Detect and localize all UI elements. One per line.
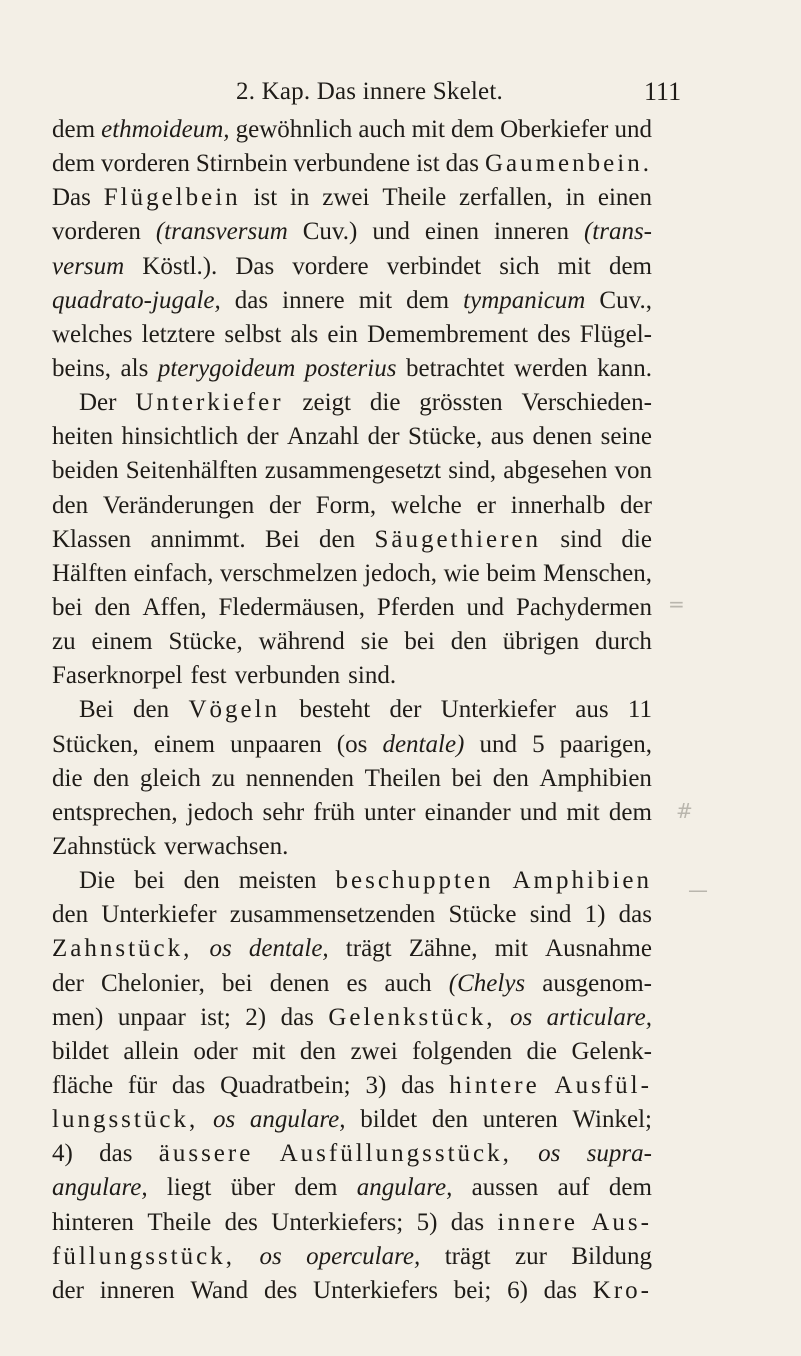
- word: den: [183, 867, 220, 895]
- text-line: [52, 693, 652, 727]
- word: sind: [529, 901, 572, 929]
- word: bildet: [360, 1106, 418, 1134]
- word: hinsichtlich: [121, 423, 239, 451]
- word: das: [280, 1003, 314, 1031]
- word: Köstl.).: [142, 252, 218, 280]
- word: dem: [52, 116, 96, 143]
- word: zusammengesetzt: [264, 457, 442, 485]
- word: zerfallen,: [459, 184, 553, 212]
- word: das: [171, 1071, 206, 1099]
- word: (trans-: [583, 218, 652, 246]
- word: tympanicum: [463, 286, 586, 314]
- word: gleich: [139, 764, 201, 792]
- word: Gelenk-: [571, 1037, 652, 1065]
- word: verbindet: [386, 252, 482, 280]
- word: liegt: [166, 1174, 212, 1202]
- word: Stücken,: [52, 730, 139, 758]
- word: werden: [514, 354, 588, 382]
- word: os: [538, 1140, 561, 1168]
- word: Pachydermen: [515, 593, 652, 621]
- word: supra-: [586, 1140, 652, 1168]
- margin-mark: #: [676, 799, 693, 823]
- word: os: [209, 935, 232, 963]
- word: einander: [424, 798, 511, 826]
- word: Säugethieren: [374, 525, 542, 553]
- text-line: [52, 1035, 652, 1069]
- page-number: 111: [644, 77, 682, 106]
- word: fest: [190, 662, 227, 690]
- word: Unterkiefer: [440, 696, 556, 724]
- word: unteren: [482, 1106, 558, 1134]
- text-line: [52, 864, 652, 898]
- word: denen: [532, 423, 593, 451]
- word: denen: [269, 969, 330, 997]
- word: Pferden: [376, 593, 455, 621]
- word: ist: [253, 184, 278, 212]
- word: aussen: [471, 1174, 539, 1202]
- word: ethmoideum,: [101, 116, 230, 143]
- word: letztere: [141, 320, 216, 348]
- word: Veränderungen: [102, 491, 255, 519]
- word: 6): [507, 1276, 528, 1304]
- word: der: [367, 423, 400, 451]
- word: lungsstück,: [52, 1106, 199, 1134]
- word: wie: [443, 559, 480, 587]
- word: innere: [497, 1208, 578, 1236]
- word: den: [299, 1037, 337, 1065]
- word: nennenden: [245, 764, 355, 792]
- word: quadrato-jugale,: [52, 286, 221, 314]
- text-line: [52, 250, 652, 284]
- word: die: [526, 1037, 558, 1065]
- word: Aus-: [591, 1208, 652, 1236]
- word: Theile: [382, 184, 447, 212]
- word: (Chelys: [448, 969, 526, 997]
- word: Faserknorpel: [52, 662, 183, 690]
- word: os: [509, 1003, 533, 1031]
- word: bei: [52, 593, 83, 621]
- word: mit: [557, 252, 591, 280]
- text-line: [52, 967, 652, 1001]
- word: Der: [79, 389, 117, 417]
- word: des: [263, 1276, 298, 1304]
- word: einfach,: [133, 559, 214, 587]
- word: besteht: [299, 696, 371, 724]
- word: innerhalb: [510, 491, 606, 519]
- text-line: [52, 830, 652, 864]
- word: das: [234, 286, 269, 314]
- word: fläche: [52, 1071, 114, 1099]
- text-line: [52, 898, 652, 932]
- word: sind,: [448, 457, 497, 485]
- word: Cuv.,: [599, 286, 652, 314]
- word: grössten: [419, 389, 503, 417]
- word: einen: [424, 218, 479, 246]
- word: (transversum: [155, 218, 288, 246]
- word: Theilen: [364, 764, 441, 792]
- text-line: [52, 147, 652, 181]
- word: Kro-: [592, 1276, 652, 1304]
- word: und: [372, 218, 410, 246]
- word: posterius: [304, 354, 397, 382]
- word: paarigen,: [559, 730, 652, 758]
- word: zusammensetzenden: [229, 901, 436, 929]
- word: sich: [499, 252, 540, 280]
- word: der: [246, 423, 279, 451]
- word: zeigt: [302, 389, 352, 417]
- word: Stücke,: [407, 423, 483, 451]
- word: men): [52, 1003, 104, 1031]
- word: abgesehen: [503, 457, 608, 485]
- word: angulare,: [356, 1174, 453, 1202]
- word: übrigen: [502, 628, 580, 656]
- word: beschuppten: [335, 867, 494, 895]
- word: heiten: [52, 423, 114, 451]
- word: vorderen: [52, 218, 141, 246]
- word: Seitenhälften: [125, 457, 258, 485]
- word: angulare,: [52, 1174, 148, 1202]
- word: der: [389, 696, 422, 724]
- word: selbst: [224, 320, 282, 348]
- text-line: [52, 932, 652, 966]
- word: den: [431, 1106, 469, 1134]
- word: den: [450, 628, 487, 656]
- word: mit: [494, 935, 528, 963]
- word: welche: [390, 491, 462, 519]
- word: und: [466, 593, 505, 621]
- word: Form,: [315, 491, 377, 519]
- word: das: [401, 1071, 435, 1099]
- word: pterygoideum: [157, 354, 296, 382]
- word: verbundene: [293, 150, 411, 178]
- word: bei: [222, 969, 253, 997]
- word: verschmelzen: [220, 559, 358, 587]
- word: mit: [252, 1037, 286, 1065]
- word: beiden: [52, 457, 119, 485]
- word: seine: [600, 423, 652, 451]
- word: den: [52, 491, 89, 519]
- word: 2): [245, 1003, 267, 1031]
- word: äussere: [158, 1140, 254, 1168]
- word: füllungsstück,: [52, 1242, 235, 1270]
- word: allein: [123, 1037, 179, 1065]
- word: kann.: [597, 354, 652, 382]
- word: er: [476, 491, 496, 519]
- word: 3): [365, 1071, 387, 1099]
- word: jedoch,: [364, 559, 437, 587]
- word: mit: [411, 116, 445, 143]
- word: Zähne,: [408, 935, 478, 963]
- word: ist: [416, 150, 440, 178]
- text-line: [52, 318, 652, 352]
- word: Theile: [147, 1208, 212, 1236]
- word: trägt: [444, 1242, 491, 1270]
- word: trägt: [345, 935, 392, 963]
- word: Ausfüllungsstück,: [279, 1140, 512, 1168]
- word: zu: [211, 764, 236, 792]
- text-line: [52, 1206, 652, 1240]
- text-line: [52, 420, 652, 454]
- word: den: [94, 593, 131, 621]
- word: meisten: [238, 867, 317, 895]
- word: Oberkiefer: [500, 116, 609, 143]
- word: dem: [608, 1174, 652, 1202]
- word: bei;: [453, 1276, 492, 1304]
- word: os: [212, 1106, 236, 1134]
- word: jedoch: [186, 798, 254, 826]
- word: Unterkiefer: [101, 901, 217, 929]
- word: Hälften: [52, 559, 127, 587]
- text-line: [52, 1001, 652, 1035]
- word: zur: [515, 1242, 547, 1270]
- word: für: [127, 1071, 158, 1099]
- word: die: [52, 764, 83, 792]
- word: den: [133, 696, 170, 724]
- word: dem: [451, 116, 495, 143]
- word: das: [618, 901, 652, 929]
- word: mit: [358, 286, 393, 314]
- word: dentale,: [248, 935, 329, 963]
- word: aus: [575, 696, 609, 724]
- word: auch: [358, 116, 406, 143]
- text-line: [52, 796, 652, 830]
- word: Die: [79, 867, 116, 895]
- word: operculare,: [306, 1242, 421, 1270]
- word: dem: [406, 286, 450, 314]
- word: zu: [52, 628, 76, 656]
- word: über: [230, 1174, 276, 1202]
- word: bildet: [52, 1037, 109, 1065]
- word: ist;: [200, 1003, 231, 1031]
- word: Gelenkstück,: [328, 1003, 496, 1031]
- word: das: [450, 1208, 485, 1236]
- word: früh: [313, 798, 355, 826]
- word: den: [319, 525, 356, 553]
- word: 11: [627, 696, 652, 724]
- word: der: [52, 1276, 84, 1304]
- word: os: [259, 1242, 282, 1270]
- text-line: [52, 1274, 652, 1308]
- word: Winkel;: [572, 1106, 652, 1134]
- word: Bildung: [571, 1242, 652, 1270]
- word: Cuv.): [302, 218, 358, 246]
- word: Das: [235, 252, 275, 280]
- word: mit: [566, 798, 600, 826]
- text-line: [52, 1069, 652, 1103]
- word: Unterkiefer: [135, 389, 284, 417]
- margin-mark: —: [688, 878, 708, 902]
- word: Gaumenbein.: [484, 150, 652, 178]
- word: welches: [52, 320, 133, 348]
- word: dem: [608, 252, 652, 280]
- word: aus: [490, 423, 525, 451]
- word: oder: [193, 1037, 238, 1065]
- word: auf: [557, 1174, 590, 1202]
- word: Ausfül-: [554, 1071, 652, 1099]
- word: vordere: [292, 252, 369, 280]
- word: Das: [52, 184, 91, 212]
- word: 5: [532, 730, 545, 758]
- word: der: [269, 491, 301, 519]
- word: annimmt.: [150, 525, 246, 553]
- word: Amphibien: [512, 867, 652, 895]
- word: das: [99, 1140, 133, 1168]
- word: verbunden: [234, 662, 341, 690]
- text-line: [52, 557, 652, 591]
- word: zwei: [322, 184, 370, 212]
- word: das: [445, 150, 479, 178]
- word: (os: [336, 730, 368, 758]
- word: Unterkiefers;: [271, 1208, 404, 1236]
- word: das: [543, 1276, 577, 1304]
- word: 5): [416, 1208, 438, 1236]
- word: einem: [153, 730, 215, 758]
- word: vorderen: [101, 150, 190, 178]
- word: Wand: [190, 1276, 249, 1304]
- word: sie: [360, 628, 389, 656]
- text-line: [52, 523, 652, 557]
- text-line: [52, 181, 652, 215]
- word: hintere: [449, 1071, 540, 1099]
- word: Fledermäusen,: [218, 593, 365, 621]
- word: articulare,: [546, 1003, 652, 1031]
- word: von: [614, 457, 652, 485]
- word: Bei: [264, 525, 300, 553]
- text-line: [52, 284, 652, 318]
- word: Stücke: [448, 901, 517, 929]
- word: Ausnahme: [545, 935, 652, 963]
- word: in: [565, 184, 586, 212]
- word: in: [289, 184, 310, 212]
- word: unter: [364, 798, 416, 826]
- word: den: [93, 764, 130, 792]
- word: dem: [52, 150, 96, 178]
- word: angulare,: [249, 1106, 346, 1134]
- text-line: [52, 386, 652, 420]
- text-line: [52, 1103, 652, 1137]
- word: 1): [584, 901, 606, 929]
- word: die: [369, 389, 401, 417]
- word: Zahnstück,: [52, 935, 193, 963]
- word: beins,: [52, 354, 112, 382]
- body-text: [52, 113, 652, 1308]
- word: verwachsen.: [164, 832, 289, 860]
- word: Amphibien: [539, 764, 652, 792]
- word: Demembrement: [367, 320, 529, 348]
- word: und: [479, 730, 517, 758]
- text-line: [52, 113, 652, 147]
- word: der: [620, 491, 652, 519]
- word: betrachtet: [405, 354, 505, 382]
- word: innere: [282, 286, 345, 314]
- word: Anzahl: [286, 423, 360, 451]
- word: 4): [52, 1140, 73, 1168]
- word: sind: [560, 525, 603, 553]
- text-line: [52, 1137, 652, 1171]
- word: sind.: [348, 662, 397, 690]
- text-line: [52, 1240, 652, 1274]
- word: Stirnbein: [195, 150, 288, 178]
- word: dem: [294, 1174, 338, 1202]
- word: Stücke,: [168, 628, 243, 656]
- page-header: [0, 72, 801, 112]
- word: Flügel-: [579, 320, 652, 348]
- word: gewöhnlich: [235, 116, 353, 143]
- text-line: [52, 1171, 652, 1205]
- word: durch: [595, 628, 652, 656]
- word: und: [614, 116, 652, 143]
- text-line: [52, 762, 652, 796]
- word: folgenden: [412, 1037, 513, 1065]
- word: den: [52, 901, 89, 929]
- word: Flügelbein: [103, 184, 241, 212]
- text-line: [52, 454, 652, 488]
- word: dentale): [382, 730, 465, 758]
- word: es: [346, 969, 368, 997]
- word: unpaar: [117, 1003, 186, 1031]
- word: dem: [608, 798, 652, 826]
- word: auch: [384, 969, 432, 997]
- word: versum: [52, 252, 125, 280]
- word: Zahnstück: [52, 832, 157, 860]
- text-line: [52, 489, 652, 523]
- word: inneren: [99, 1276, 175, 1304]
- word: sehr: [262, 798, 305, 826]
- word: ausgenom-: [542, 969, 652, 997]
- margin-mark: =: [668, 592, 685, 616]
- word: einen: [597, 184, 652, 212]
- word: des: [537, 320, 571, 348]
- word: den: [492, 764, 529, 792]
- word: Affen,: [142, 593, 207, 621]
- text-line: [52, 659, 652, 693]
- word: und: [519, 798, 558, 826]
- word: Menschen,: [542, 559, 652, 587]
- word: Vögeln: [188, 696, 281, 724]
- word: bei: [451, 764, 483, 792]
- word: ein: [327, 320, 358, 348]
- word: einem: [91, 628, 153, 656]
- text-line: [52, 215, 652, 249]
- word: beim: [486, 559, 537, 587]
- text-line: [52, 625, 652, 659]
- word: Quadratbein;: [220, 1071, 351, 1099]
- word: unpaaren: [230, 730, 322, 758]
- word: entsprechen,: [52, 798, 178, 826]
- word: zwei: [350, 1037, 398, 1065]
- text-line: [52, 352, 652, 386]
- running-title: 2. Kap. Das innere Skelet.: [236, 78, 503, 105]
- word: als: [290, 320, 319, 348]
- word: Klassen: [52, 525, 132, 553]
- word: als: [120, 354, 149, 382]
- text-line: [52, 728, 652, 762]
- word: Bei: [79, 696, 114, 724]
- word: Chelonier,: [101, 969, 205, 997]
- word: Verschieden-: [521, 389, 652, 417]
- word: des: [224, 1208, 258, 1236]
- word: bei: [134, 867, 165, 895]
- word: hinteren: [52, 1208, 134, 1236]
- word: während: [258, 628, 345, 656]
- word: inneren: [493, 218, 569, 246]
- word: die: [621, 525, 652, 553]
- word: Unterkiefers: [313, 1276, 438, 1304]
- word: bei: [404, 628, 435, 656]
- text-line: [52, 591, 652, 625]
- word: der: [52, 969, 84, 997]
